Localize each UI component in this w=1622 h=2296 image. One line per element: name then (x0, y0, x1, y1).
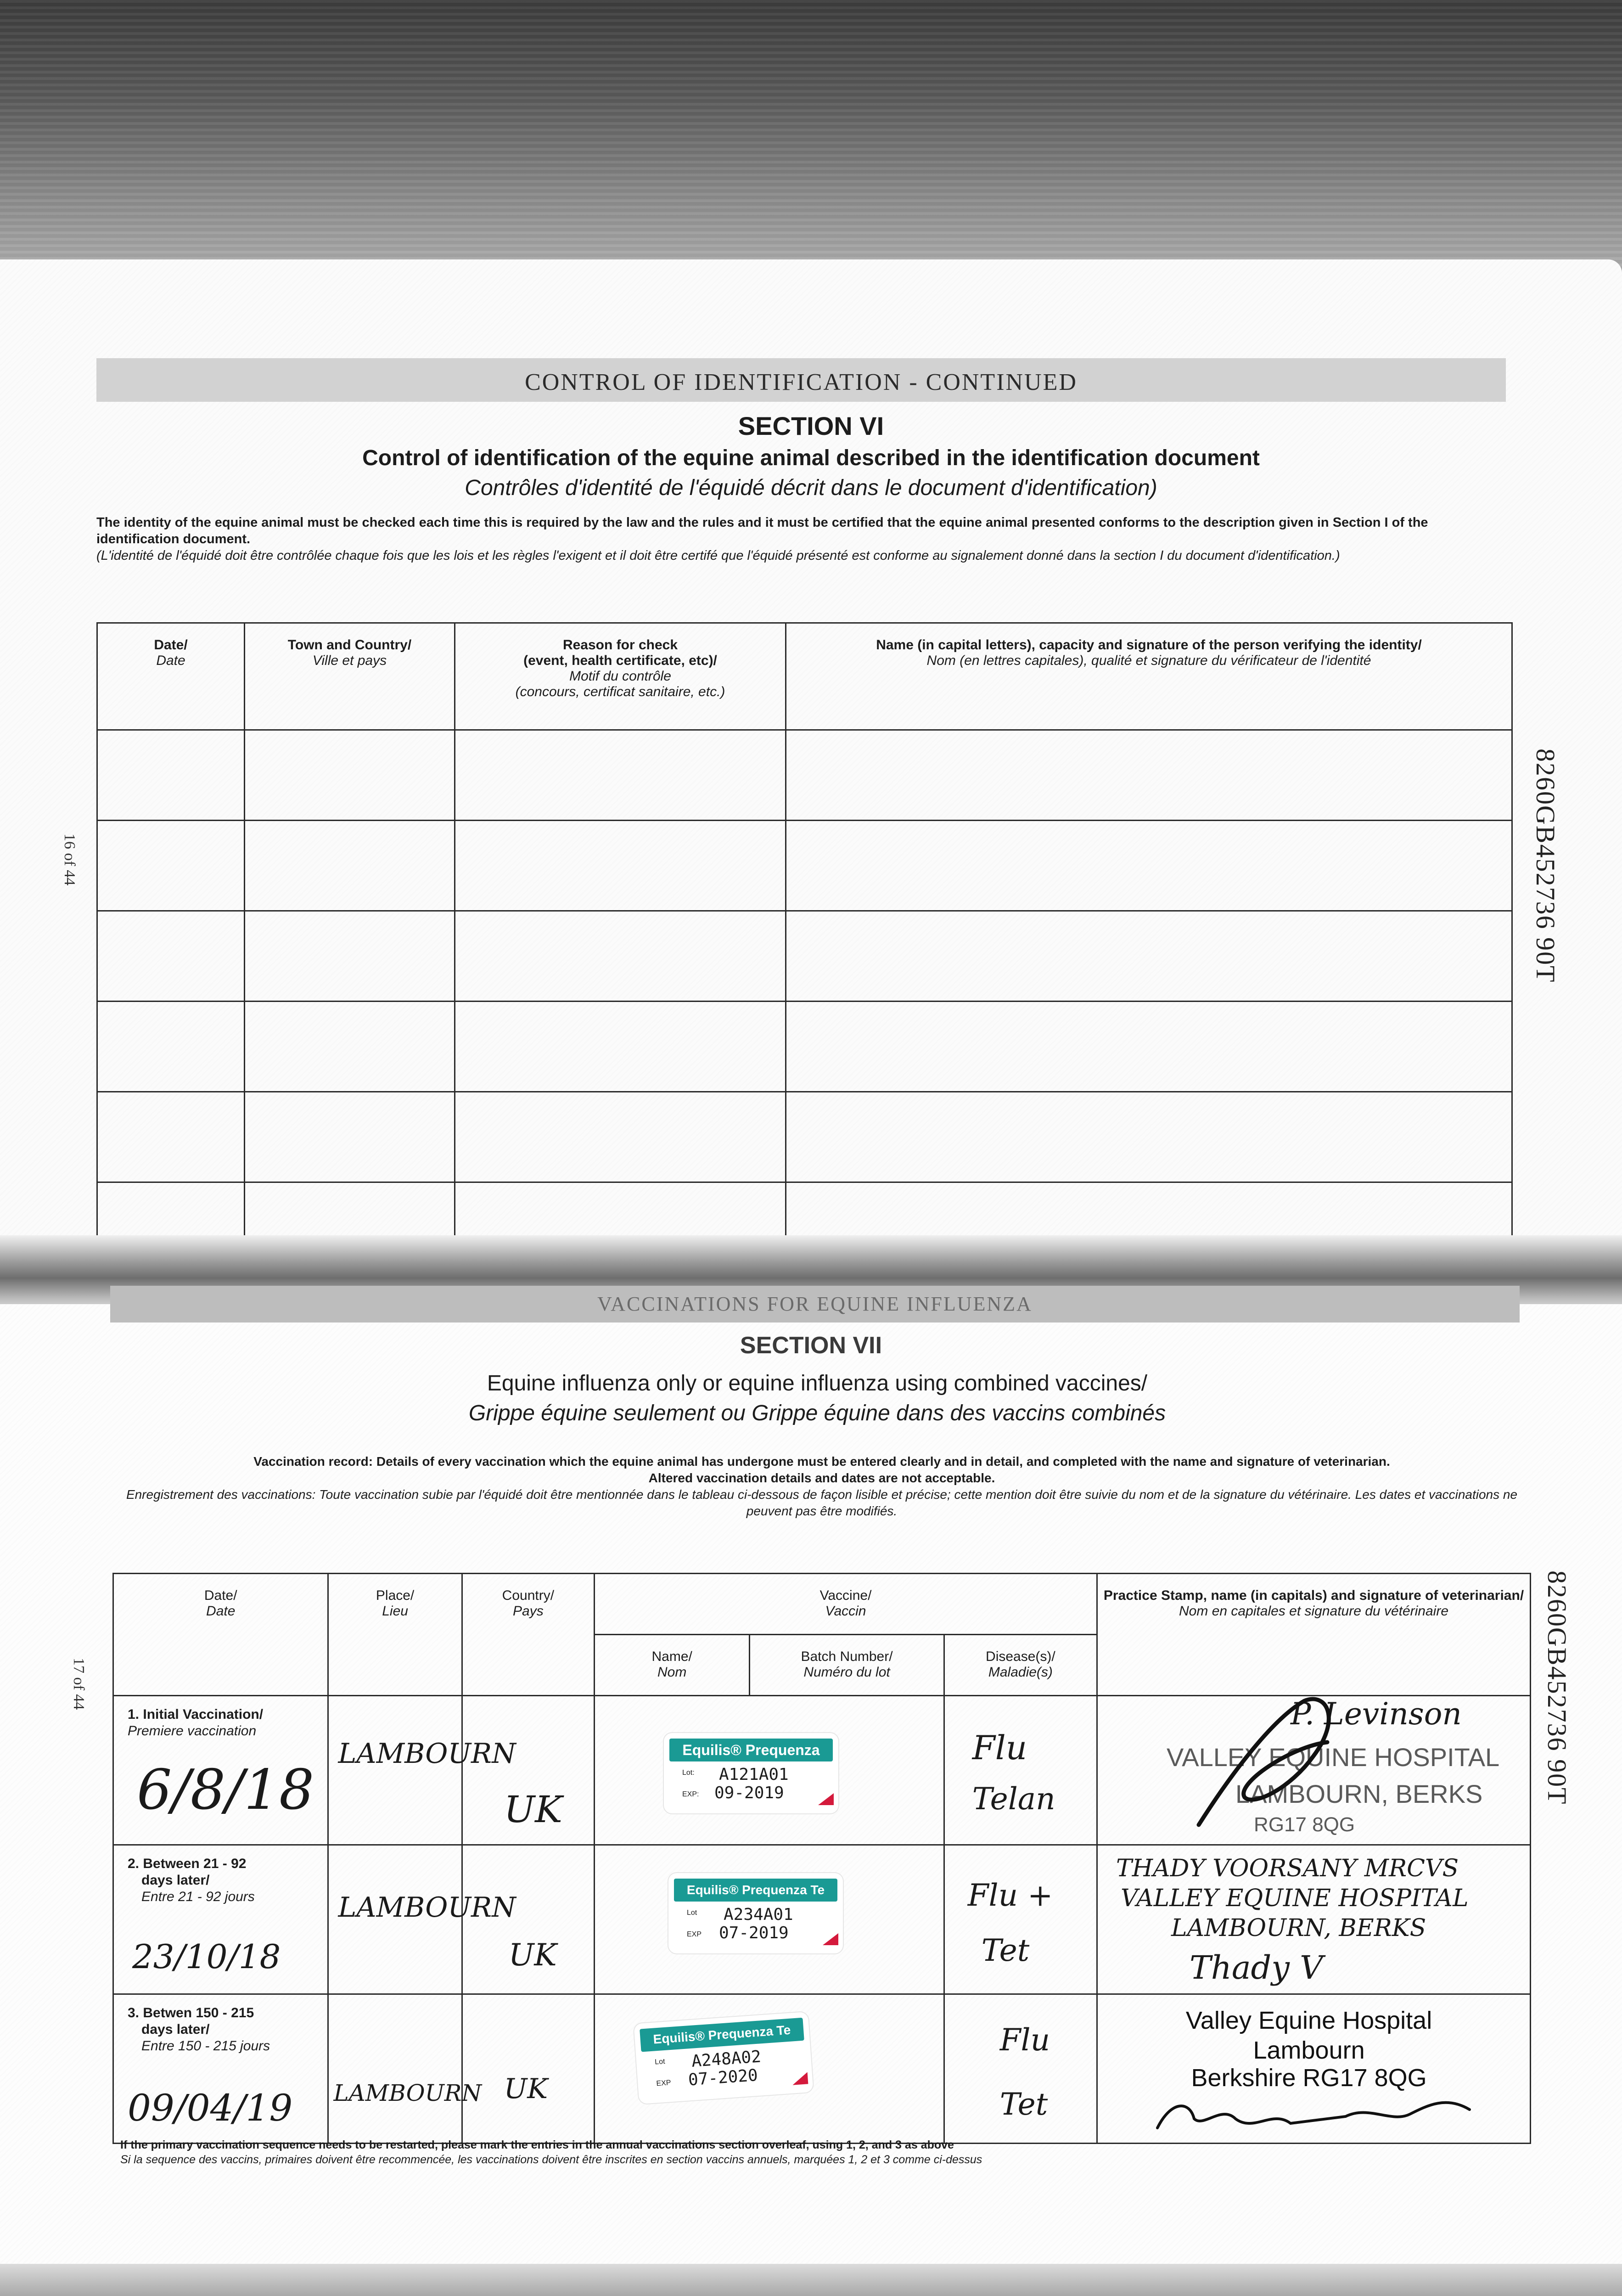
handwritten-country: UK (504, 1788, 562, 1831)
cell-date[interactable] (113, 1696, 328, 1845)
cell-vaccine-sticker[interactable] (595, 1696, 944, 1845)
section-vii-subtitle-fr: Grippe équine seulement ou Grippe équine dans des vaccins combinés (468, 1401, 1166, 1425)
vet-signature: P. Levinson (1291, 1696, 1462, 1732)
cell-date[interactable] (113, 1845, 328, 1994)
col-vaccine-name: Name/ Nom (595, 1635, 750, 1696)
stamp-line-1: THADY VOORSANY MRCVS (1116, 1855, 1459, 1882)
vet-signature: Thady V (1190, 1949, 1323, 1986)
cell-diseases[interactable] (944, 1845, 1097, 1994)
col-diseases: Disease(s)/ Maladie(s) (944, 1635, 1097, 1696)
sticker-product-name: Equilis® Prequenza (669, 1739, 833, 1761)
section-vii-subtitle-en: Equine influenza only or equine influenza using combined vaccines/ (487, 1371, 1148, 1396)
handwritten-country: UK (504, 2073, 548, 2105)
table-header-row (113, 1574, 1531, 1635)
table-header-row (97, 623, 1512, 730)
col-place: Place/ Lieu (328, 1574, 462, 1696)
identification-check-table (96, 622, 1513, 1239)
batch-number: A248A02 (690, 2047, 762, 2071)
table-row (97, 1182, 1512, 1239)
handwritten-date: 09/04/19 (128, 2087, 293, 2129)
sticker-lot-label: Lot: (682, 1769, 695, 1777)
cell-place[interactable] (328, 1696, 516, 1845)
vaccine-sticker (668, 1873, 843, 1953)
vaccination-table (112, 1573, 1531, 2144)
col-vaccine: Vaccine/ Vaccin (595, 1574, 1097, 1635)
expiry-date: 07-2020 (687, 2065, 758, 2090)
vaccination-row-3 (113, 1994, 1531, 2144)
scanner-shadow (0, 0, 1622, 276)
sticker-exp-label: EXP: (682, 1790, 699, 1798)
passport-code-bottom: 8260GB452736 90T (1542, 1570, 1572, 1805)
handwritten-disease-2: Tet (999, 2087, 1048, 2122)
cell-date[interactable] (113, 1994, 328, 2144)
restart-footnote (120, 2138, 982, 2167)
section-vi-subtitle-fr: Contrôles d'identité de l'équidé décrit dans le document d'identification) (465, 476, 1157, 500)
record-en: Vaccination record: Details of every vaccination which the equine animal has undergone must be entered clearly and in detail, and completed with the name and signature of veterinarian. (253, 1454, 1390, 1469)
signature-scribble (1190, 1692, 1364, 1839)
vaccination-row-2 (113, 1845, 1531, 1994)
sticker-exp-label: EXP (656, 2079, 672, 2088)
cell-place[interactable] (328, 1845, 516, 1994)
vaccine-sticker (664, 1733, 838, 1813)
handwritten-date: 23/10/18 (132, 1937, 281, 1976)
vet-signature (1153, 2091, 1474, 2137)
page-bottom-edge (0, 2264, 1622, 2296)
batch-number: A234A01 (724, 1905, 793, 1924)
vaccination-row-1 (113, 1696, 1531, 1845)
handwritten-date: 6/8/18 (137, 1758, 314, 1822)
expiry-date: 09-2019 (714, 1784, 784, 1802)
intro-fr: (L'identité de l'équidé doit être contrôlée chaque fois que les lois et les règles l'exigent et il doit être certifé que l'équidé présenté est conforme au signalement donné dans la section I du document d'identification.) (96, 548, 1340, 563)
section-band-title: CONTROL OF IDENTIFICATION - CONTINUED (96, 358, 1506, 402)
stamp-line-2: LAMBOURN, BERKS (1235, 1779, 1483, 1808)
section-vi-subtitle-en: Control of identification of the equine animal described in the identification document (362, 446, 1260, 470)
section-vi-intro (96, 514, 1492, 564)
cell-vaccine-sticker[interactable] (595, 1994, 944, 2144)
cell-country[interactable] (462, 1845, 594, 1994)
sticker-product-name: Equilis® Prequenza Te (674, 1879, 837, 1902)
sticker-product-name: Equilis® Prequenza Te (640, 2018, 804, 2052)
batch-number: A121A01 (719, 1765, 789, 1784)
handwritten-disease-1: Flu (972, 1728, 1027, 1767)
handwritten-disease-1: Flu (999, 2022, 1050, 2058)
handwritten-place: LAMBOURN (333, 2080, 482, 2106)
sticker-corner-mark (823, 1933, 838, 1945)
sticker-exp-label: EXP (687, 1930, 702, 1938)
stamp-line-1: VALLEY EQUINE HOSPITAL (1167, 1743, 1500, 1772)
vaccination-record-note (124, 1453, 1520, 1519)
cell-diseases[interactable] (944, 1994, 1097, 2144)
table-row (97, 911, 1512, 1002)
stamp-line-3: Berkshire RG17 8QG (1191, 2064, 1427, 2092)
handwritten-disease-1: Flu + (967, 1878, 1053, 1913)
footnote-en: If the primary vaccination sequence needs to be restarted, please mark the entries in the annual vaccinations section overleaf, using 1, 2, and 3 as above (120, 2138, 954, 2151)
record-en2: Altered vaccination details and dates are not acceptable. (648, 1471, 995, 1485)
sticker-corner-mark (792, 2072, 808, 2085)
intro-en: The identity of the equine animal must be checked each time this is required by the law and the rules and it must be certified that the equine animal presented conforms to the description given in Section I of the identification document. (96, 515, 1428, 546)
vaccine-sticker (634, 2012, 813, 2104)
passport-code-top: 8260GB452736 90T (1531, 748, 1560, 983)
section-vii-title: SECTION VII (740, 1332, 882, 1359)
vaccination-band-title: VACCINATIONS FOR EQUINE INFLUENZA (110, 1286, 1520, 1322)
table-row (97, 1092, 1512, 1182)
handwritten-disease-2: Tet (981, 1933, 1030, 1968)
cell-practice-stamp[interactable] (1097, 1994, 1531, 2144)
cell-country[interactable] (462, 1994, 594, 2144)
sticker-lot-label: Lot (687, 1909, 697, 1917)
handwritten-country: UK (508, 1937, 557, 1973)
handwritten-disease-2: Telan (972, 1781, 1055, 1817)
page-number-17: 17 of 44 (70, 1658, 87, 1710)
stamp-line-1: Valley Equine Hospital (1185, 2007, 1432, 2034)
stamp-line-3: LAMBOURN, BERKS (1171, 1914, 1426, 1942)
sticker-corner-mark (818, 1793, 834, 1805)
col-batch-number: Batch Number/ Numéro du lot (750, 1635, 944, 1696)
table-row (97, 730, 1512, 821)
cell-vaccine-sticker[interactable] (595, 1845, 944, 1994)
record-fr: Enregistrement des vaccinations: Toute vaccination subie par l'équidé doit être mentionnée dans le tableau ci-dessous de façon lisible et précise; cette mention doit être suivie du nom et de la signature du vétérinaire. Les dates et vaccinations ne peuvent pas être modifiés. (126, 1487, 1518, 1518)
col-verifier: Name (in capital letters), capacity and signature of the person verifying the identity/ Nom (en lettres capitales), qualité et signature du vérificateur de l'identité (786, 623, 1512, 730)
col-date: Date/ Date (113, 1574, 328, 1696)
table-row (97, 1002, 1512, 1092)
expiry-date: 07-2019 (719, 1924, 789, 1942)
col-country: Country/ Pays (462, 1574, 594, 1696)
page-number-16: 16 of 44 (61, 833, 78, 886)
sticker-lot-label: Lot (654, 2057, 666, 2066)
cell-place[interactable] (328, 1994, 482, 2144)
cell-diseases[interactable] (944, 1696, 1097, 1845)
col-practice-stamp: Practice Stamp, name (in capitals) and signature of veterinarian/ Nom en capitales et signature du vétérinaire (1097, 1574, 1531, 1696)
cell-country[interactable] (462, 1696, 594, 1845)
table-row (97, 821, 1512, 911)
cell-practice-stamp[interactable] (1097, 1696, 1531, 1845)
row-label: 2. Between 21 - 92 days later/ Entre 21 - 92 jours (128, 1856, 255, 1904)
row-label: 1. Initial Vaccination/ Premiere vaccination (128, 1707, 264, 1739)
col-reason: Reason for check (event, health certificate, etc)/ Motif du contrôle (concours, certificat sanitaire, etc.) (455, 623, 786, 730)
stamp-line-3: RG17 8QG (1254, 1813, 1355, 1836)
col-date: Date/ Date (97, 623, 245, 730)
footnote-fr: Si la sequence des vaccins, primaires doivent être recommencée, les vaccinations doivent être inscrites en section vaccins annuels, marquées 1, 2 et 3 comme ci-dessus (120, 2153, 982, 2166)
section-vi-title: SECTION VI (738, 411, 884, 440)
cell-practice-stamp[interactable] (1097, 1845, 1531, 1994)
handwritten-place: LAMBOURN (338, 1891, 516, 1924)
handwritten-place: LAMBOURN (338, 1738, 516, 1770)
stamp-line-2: Lambourn (1253, 2037, 1365, 2064)
row-label: 3. Betwen 150 - 215 days later/ Entre 150 - 215 jours (128, 2005, 270, 2054)
stamp-line-2: VALLEY EQUINE HOSPITAL (1121, 1885, 1469, 1912)
col-town-country: Town and Country/ Ville et pays (245, 623, 455, 730)
